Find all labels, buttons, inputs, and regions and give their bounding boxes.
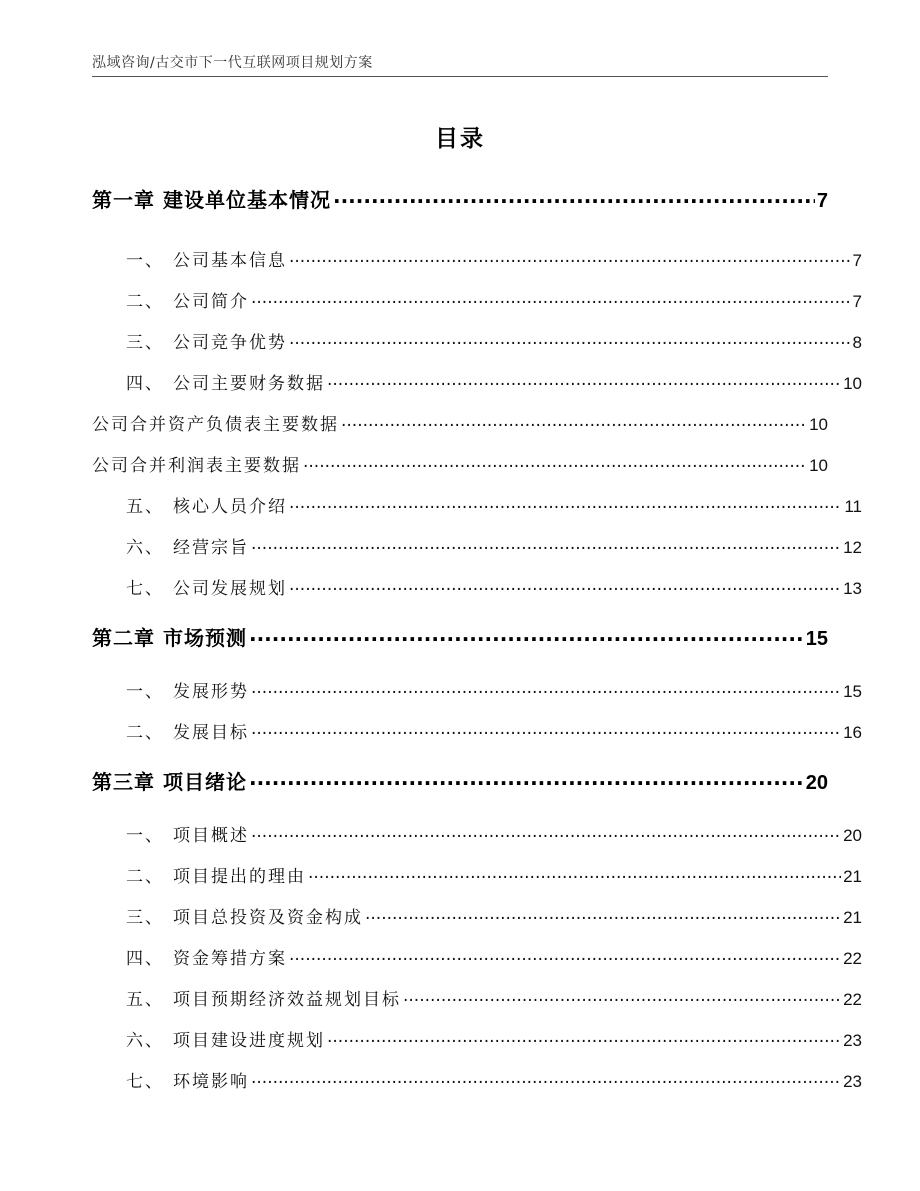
toc-entry-section[interactable] bbox=[92, 574, 862, 599]
toc-entry-number: 二、 bbox=[126, 867, 164, 887]
toc-entry-chapter-1[interactable] bbox=[92, 184, 828, 213]
toc-entry-chapter-3[interactable] bbox=[92, 766, 828, 795]
toc-entry-page: 10 bbox=[809, 415, 828, 434]
toc-title: 目录 bbox=[435, 126, 485, 152]
toc-entry-label: 公司简介 bbox=[173, 292, 249, 312]
dot-leader bbox=[327, 372, 841, 389]
dot-leader bbox=[289, 577, 841, 594]
toc-entry-number: 六、 bbox=[126, 538, 164, 558]
dot-leader bbox=[249, 625, 804, 645]
toc-entry-page: 7 bbox=[852, 292, 862, 311]
toc-entry-page: 21 bbox=[843, 908, 862, 927]
toc-entry-label: 第一章 建设单位基本情况 bbox=[92, 188, 331, 212]
toc-entry-label: 发展目标 bbox=[173, 723, 249, 743]
dot-leader bbox=[289, 331, 851, 348]
toc-entry-section[interactable] bbox=[92, 903, 862, 928]
toc-entry-number: 四、 bbox=[126, 374, 164, 394]
dot-leader bbox=[251, 536, 841, 553]
toc-entry-page: 7 bbox=[816, 190, 828, 212]
toc-entry-number: 五、 bbox=[126, 497, 164, 517]
toc-entry-number: 三、 bbox=[126, 333, 164, 353]
toc-entry-page: 13 bbox=[843, 579, 862, 598]
dot-leader bbox=[289, 947, 841, 964]
toc-entry-label: 环境影响 bbox=[173, 1072, 249, 1092]
toc-entry-page: 10 bbox=[809, 456, 828, 475]
toc-entry-section[interactable] bbox=[92, 287, 862, 312]
toc-entry-label: 公司发展规划 bbox=[173, 579, 287, 599]
dot-leader bbox=[341, 413, 807, 430]
toc-entry-label: 项目预期经济效益规划目标 bbox=[173, 990, 401, 1010]
toc-entry-section[interactable] bbox=[92, 533, 862, 558]
toc-entry-section[interactable] bbox=[92, 369, 862, 394]
toc-entry-page: 21 bbox=[843, 867, 862, 886]
toc-entry-label: 公司合并资产负债表主要数据 bbox=[92, 415, 339, 435]
toc-entry-page: 22 bbox=[843, 990, 862, 1009]
toc-entry-label: 第二章 市场预测 bbox=[92, 626, 247, 650]
toc-entry-section[interactable] bbox=[92, 944, 862, 969]
toc-entry-subsection[interactable] bbox=[92, 451, 828, 476]
toc-entry-page: 20 bbox=[843, 826, 862, 845]
running-header: 泓域咨询/古交市下一代互联网项目规划方案 bbox=[92, 55, 373, 71]
toc-entry-chapter-2[interactable] bbox=[92, 622, 828, 651]
toc-entry-subsection[interactable] bbox=[92, 410, 828, 435]
toc-entry-number: 五、 bbox=[126, 990, 164, 1010]
dot-leader bbox=[251, 290, 851, 307]
toc-entry-section[interactable] bbox=[92, 1026, 862, 1051]
toc-entry-page: 20 bbox=[805, 772, 828, 794]
toc-entry-section[interactable] bbox=[92, 1067, 862, 1092]
toc-entry-label: 项目建设进度规划 bbox=[173, 1031, 325, 1051]
toc-entry-page: 11 bbox=[844, 497, 862, 516]
toc-entry-page: 16 bbox=[843, 723, 862, 742]
dot-leader bbox=[327, 1029, 841, 1046]
toc-entry-number: 一、 bbox=[126, 251, 164, 271]
toc-entry-label: 项目概述 bbox=[173, 826, 249, 846]
toc-entry-page: 22 bbox=[843, 949, 862, 968]
dot-leader bbox=[251, 680, 841, 697]
toc-entry-section[interactable] bbox=[92, 328, 862, 353]
dot-leader bbox=[303, 454, 807, 471]
toc-entry-number: 三、 bbox=[126, 908, 164, 928]
toc-entry-page: 15 bbox=[843, 682, 862, 701]
toc-entry-number: 七、 bbox=[126, 579, 164, 599]
toc-entry-label: 发展形势 bbox=[173, 682, 249, 702]
toc-entry-page: 8 bbox=[852, 333, 862, 352]
dot-leader bbox=[333, 187, 815, 207]
toc-entry-label: 项目总投资及资金构成 bbox=[173, 908, 363, 928]
toc-entry-label: 公司主要财务数据 bbox=[173, 374, 325, 394]
toc-entry-page: 12 bbox=[843, 538, 862, 557]
toc-entry-section[interactable] bbox=[92, 718, 862, 743]
toc-entry-section[interactable] bbox=[92, 985, 862, 1010]
toc-entry-label: 公司基本信息 bbox=[173, 251, 287, 271]
dot-leader bbox=[403, 988, 841, 1005]
dot-leader bbox=[308, 865, 841, 882]
toc-entry-number: 四、 bbox=[126, 949, 164, 969]
toc-entry-label: 经营宗旨 bbox=[173, 538, 249, 558]
toc-entry-page: 15 bbox=[805, 628, 828, 650]
toc-entry-label: 资金筹措方案 bbox=[173, 949, 287, 969]
toc-entry-section[interactable] bbox=[92, 862, 862, 887]
toc-entry-section[interactable] bbox=[92, 492, 862, 517]
toc-entry-number: 一、 bbox=[126, 682, 164, 702]
dot-leader bbox=[365, 906, 841, 923]
dot-leader bbox=[251, 1070, 841, 1087]
dot-leader bbox=[251, 824, 841, 841]
dot-leader bbox=[289, 249, 851, 266]
toc-entry-section[interactable] bbox=[92, 821, 862, 846]
toc-entry-label: 项目提出的理由 bbox=[173, 867, 306, 887]
toc-entry-number: 二、 bbox=[126, 292, 164, 312]
toc-entry-page: 7 bbox=[852, 251, 862, 270]
toc-entry-label: 公司合并利润表主要数据 bbox=[92, 456, 301, 476]
dot-leader bbox=[251, 721, 841, 738]
toc-entry-section[interactable] bbox=[92, 246, 862, 271]
toc-entry-label: 核心人员介绍 bbox=[173, 497, 287, 517]
header-divider bbox=[92, 76, 828, 77]
toc-entry-label: 第三章 项目绪论 bbox=[92, 770, 247, 794]
toc-entry-label: 公司竞争优势 bbox=[173, 333, 287, 353]
toc-entry-page: 23 bbox=[843, 1072, 862, 1091]
toc-entry-number: 七、 bbox=[126, 1072, 164, 1092]
toc-entry-number: 二、 bbox=[126, 723, 164, 743]
toc-entry-number: 一、 bbox=[126, 826, 164, 846]
toc-entry-section[interactable] bbox=[92, 677, 862, 702]
toc-entry-page: 23 bbox=[843, 1031, 862, 1050]
toc-entry-number: 六、 bbox=[126, 1031, 164, 1051]
dot-leader bbox=[289, 495, 842, 512]
dot-leader bbox=[249, 769, 804, 789]
toc-entry-page: 10 bbox=[843, 374, 862, 393]
